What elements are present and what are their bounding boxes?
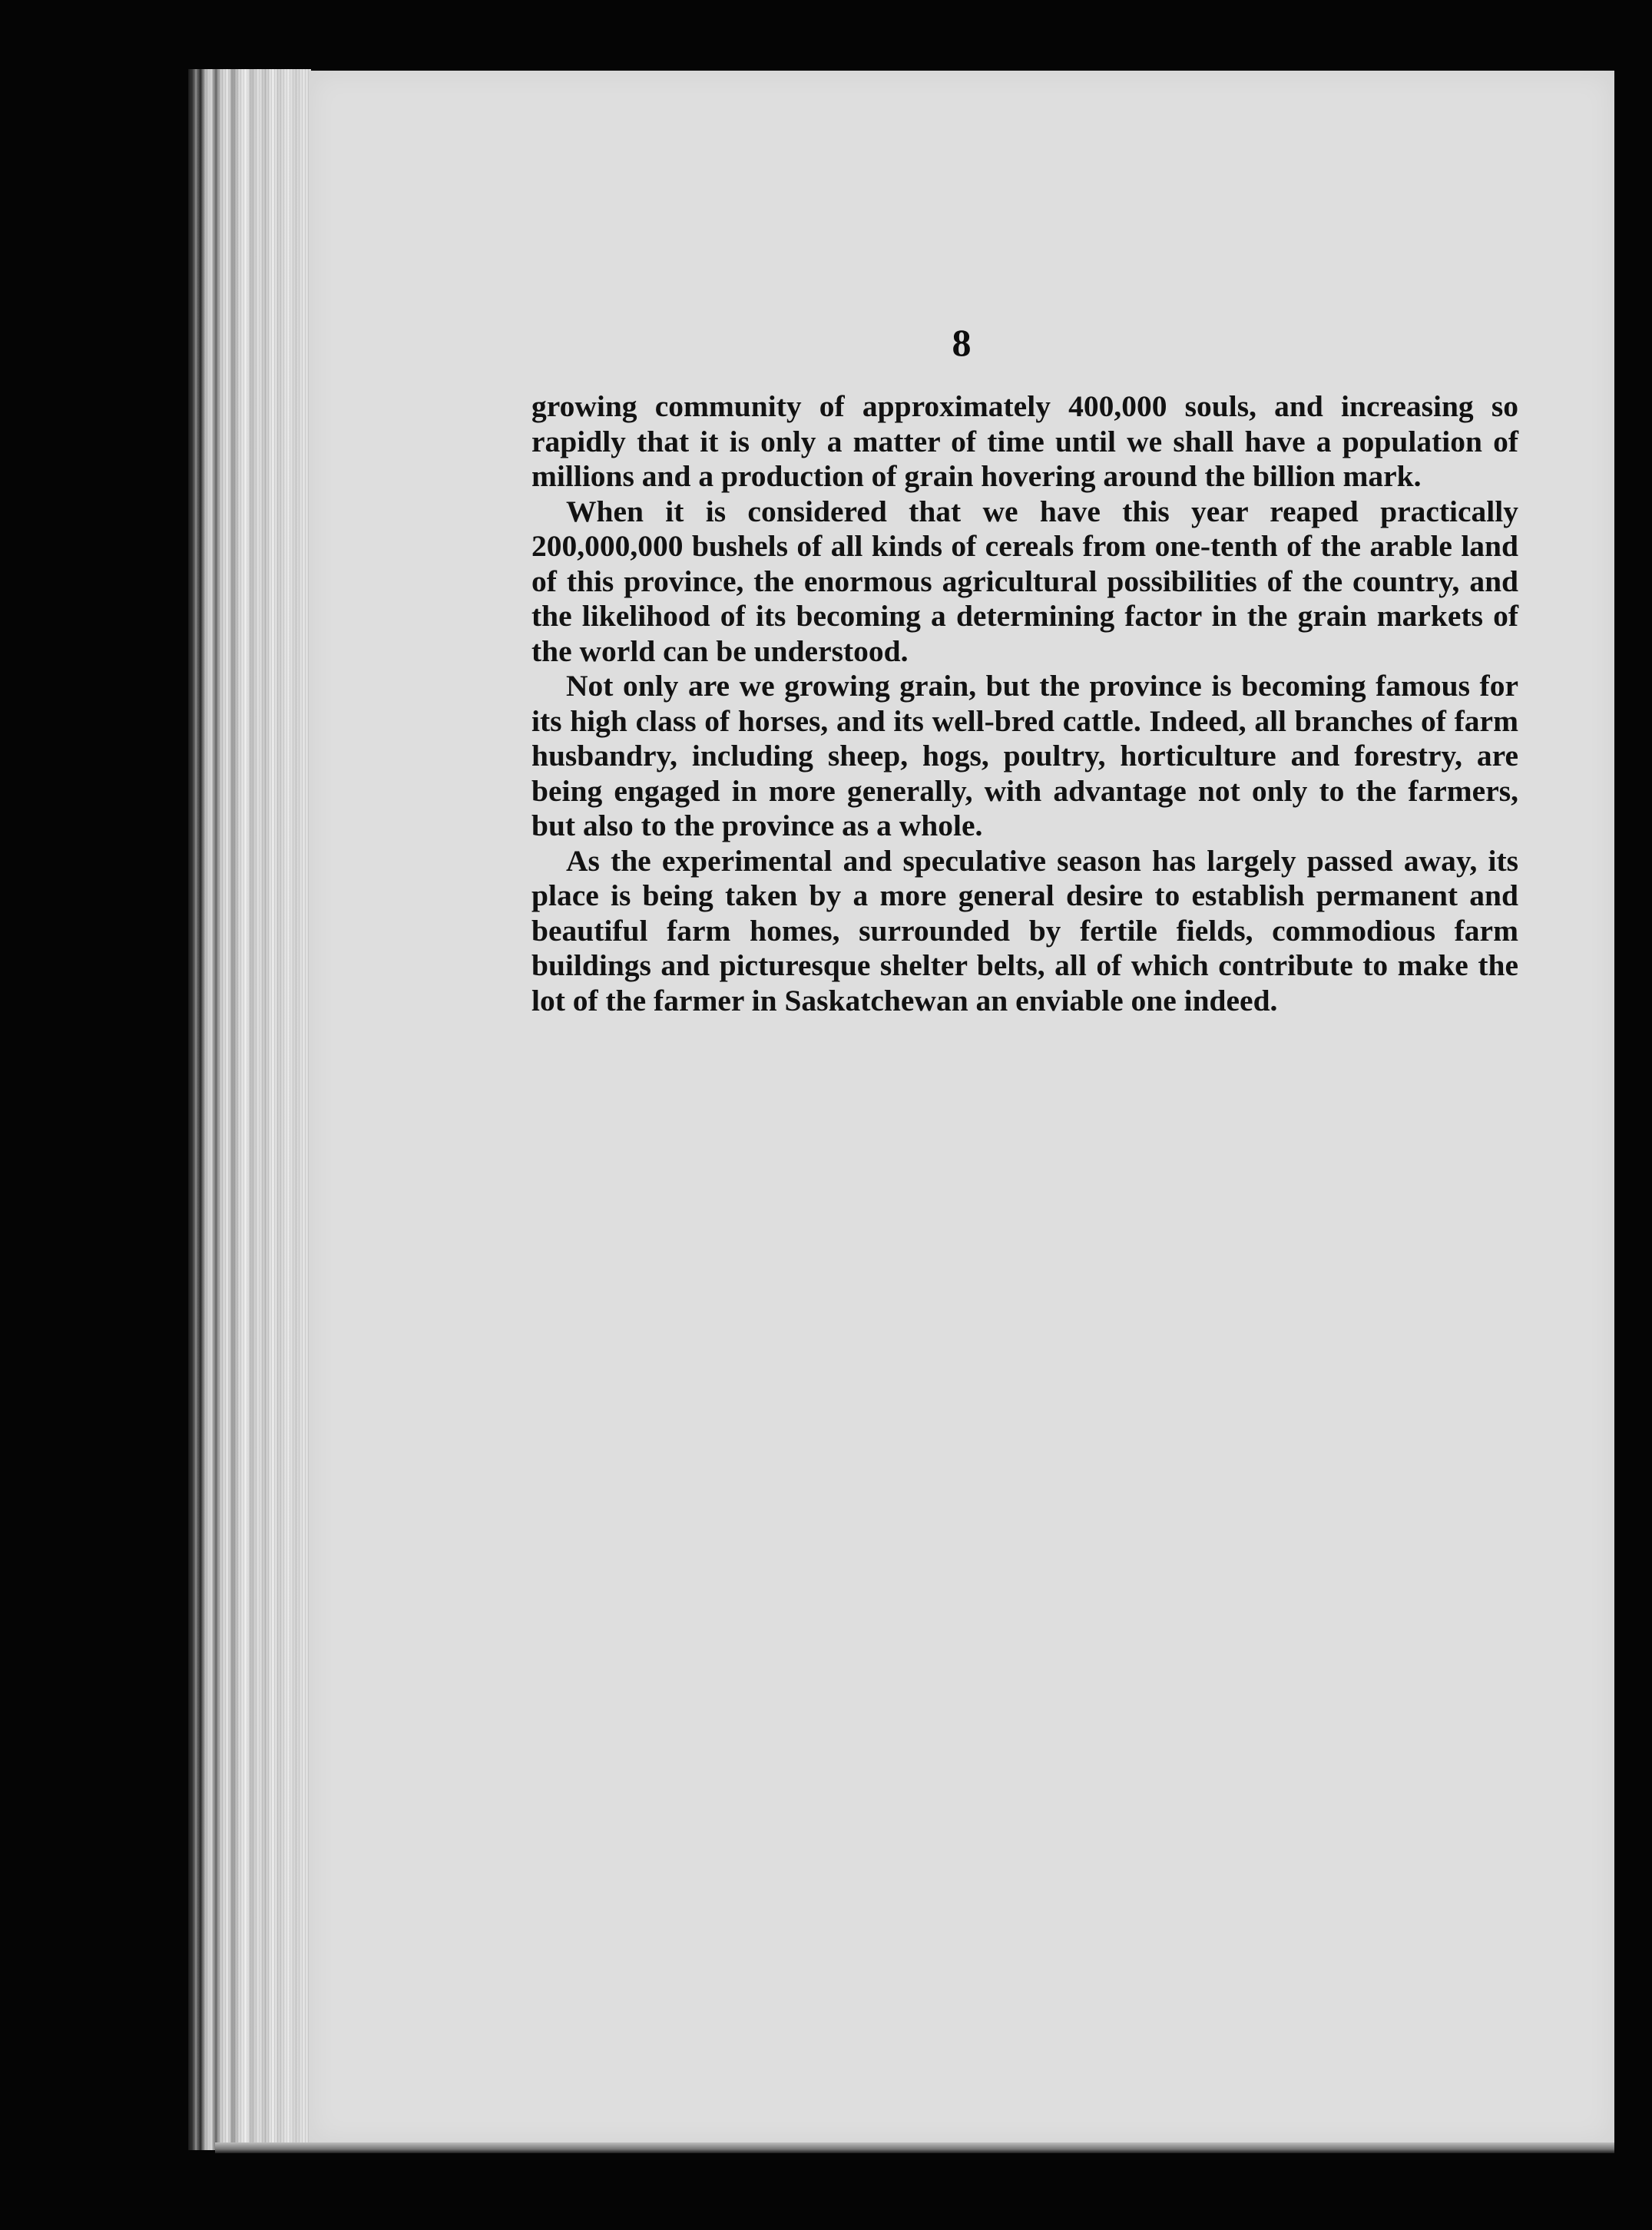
document-page (309, 71, 1614, 2144)
page-bottom-edge (215, 2142, 1614, 2153)
paragraph-1: growing community of approximately 400,000 souls, and increasing so rapidly that it is only a matter of time until we shall have a population of millions and a production of grain hovering around the billion mark. (531, 389, 1518, 493)
paragraph-2: When it is considered that we have this year reaped practically 200,000,000 bushels of all kinds of cereals from one-tenth of the arable land of this province, the enormous agricultural possibilities of the country, and the likelihood of its becoming a determining factor in the grain markets of the world can be understood. (531, 494, 1518, 668)
book-page-edges (188, 69, 311, 2150)
body-text (531, 389, 1518, 1018)
paragraph-4: As the experimental and speculative season has largely passed away, its place is being taken by a more general desire to establish permanent and beautiful farm homes, surrounded by fertile fields, commodious farm buildings and picturesque shelter belts, all of which contribute to make the lot of the farmer in Saskatchewan an enviable one indeed. (531, 843, 1518, 1017)
page-number: 8 (952, 321, 972, 364)
paragraph-3: Not only are we growing grain, but the province is becoming famous for its high class of horses, and its well-bred cattle. Indeed, all branches of farm husbandry, including sheep, hogs, poultry, horticulture and forestry, are being engaged in more generally, with advantage not only to the farmers, but also to the province as a whole. (531, 669, 1518, 842)
